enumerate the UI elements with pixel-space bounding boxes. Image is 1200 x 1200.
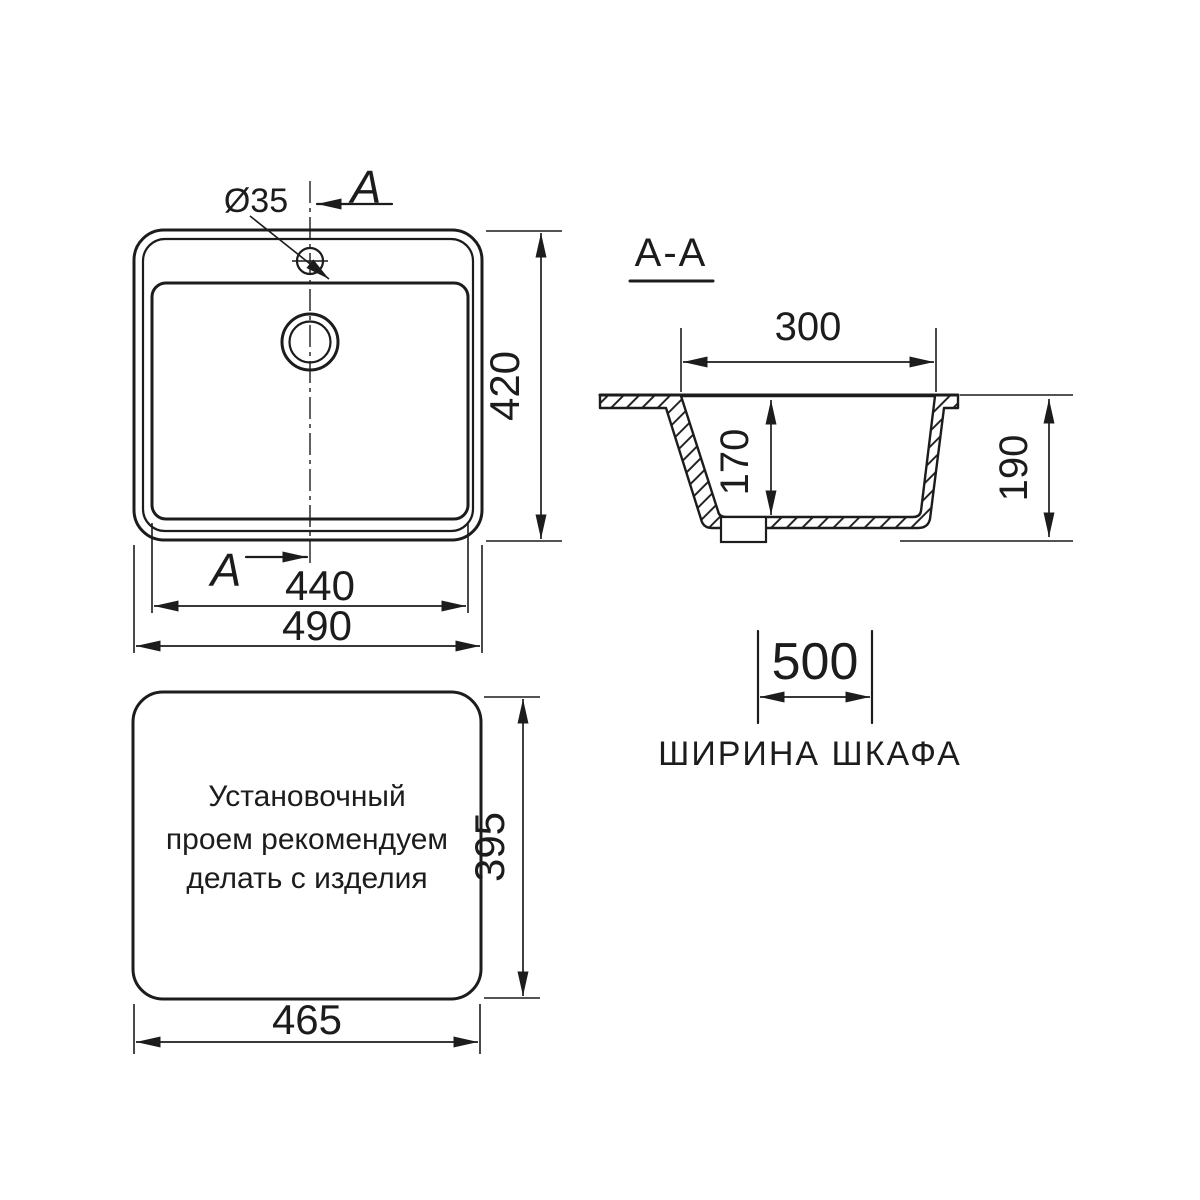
cutout-note-line-3: делать с изделия — [186, 862, 428, 895]
sink-outer-outline — [134, 230, 482, 540]
dim-height-420: 420 — [481, 350, 528, 422]
cutout-note-line-2: проем рекомендуем — [165, 823, 449, 856]
section-label-top: A — [350, 161, 382, 213]
section-label-bottom: A — [210, 544, 242, 596]
cabinet-width-caption: ШИРИНА ШКАФА — [658, 735, 962, 773]
section-title: A-A — [634, 231, 708, 275]
dim-overall-height-190: 190 — [992, 434, 1036, 502]
top-view — [134, 161, 562, 653]
dim-opening-width-300: 300 — [774, 305, 842, 349]
basin-cross-section — [600, 395, 958, 528]
dim-cabinet-width-500: 500 — [771, 633, 859, 691]
dim-bowl-depth-170: 170 — [713, 428, 757, 496]
drain-boss — [721, 517, 766, 542]
faucet-hole-diameter-label: Ø35 — [223, 182, 289, 220]
cabinet-width-dimension — [658, 631, 962, 773]
cutout-note-line-1: Установочный — [208, 780, 406, 813]
dim-bowl-width-440: 440 — [284, 562, 356, 609]
section-view — [600, 231, 1073, 542]
dim-cutout-height-395: 395 — [466, 811, 513, 883]
dim-overall-width-490: 490 — [281, 602, 353, 649]
dim-cutout-width-465: 465 — [271, 996, 343, 1043]
faucet-hole-leader-line — [250, 216, 329, 279]
cutout-view — [133, 692, 540, 1054]
